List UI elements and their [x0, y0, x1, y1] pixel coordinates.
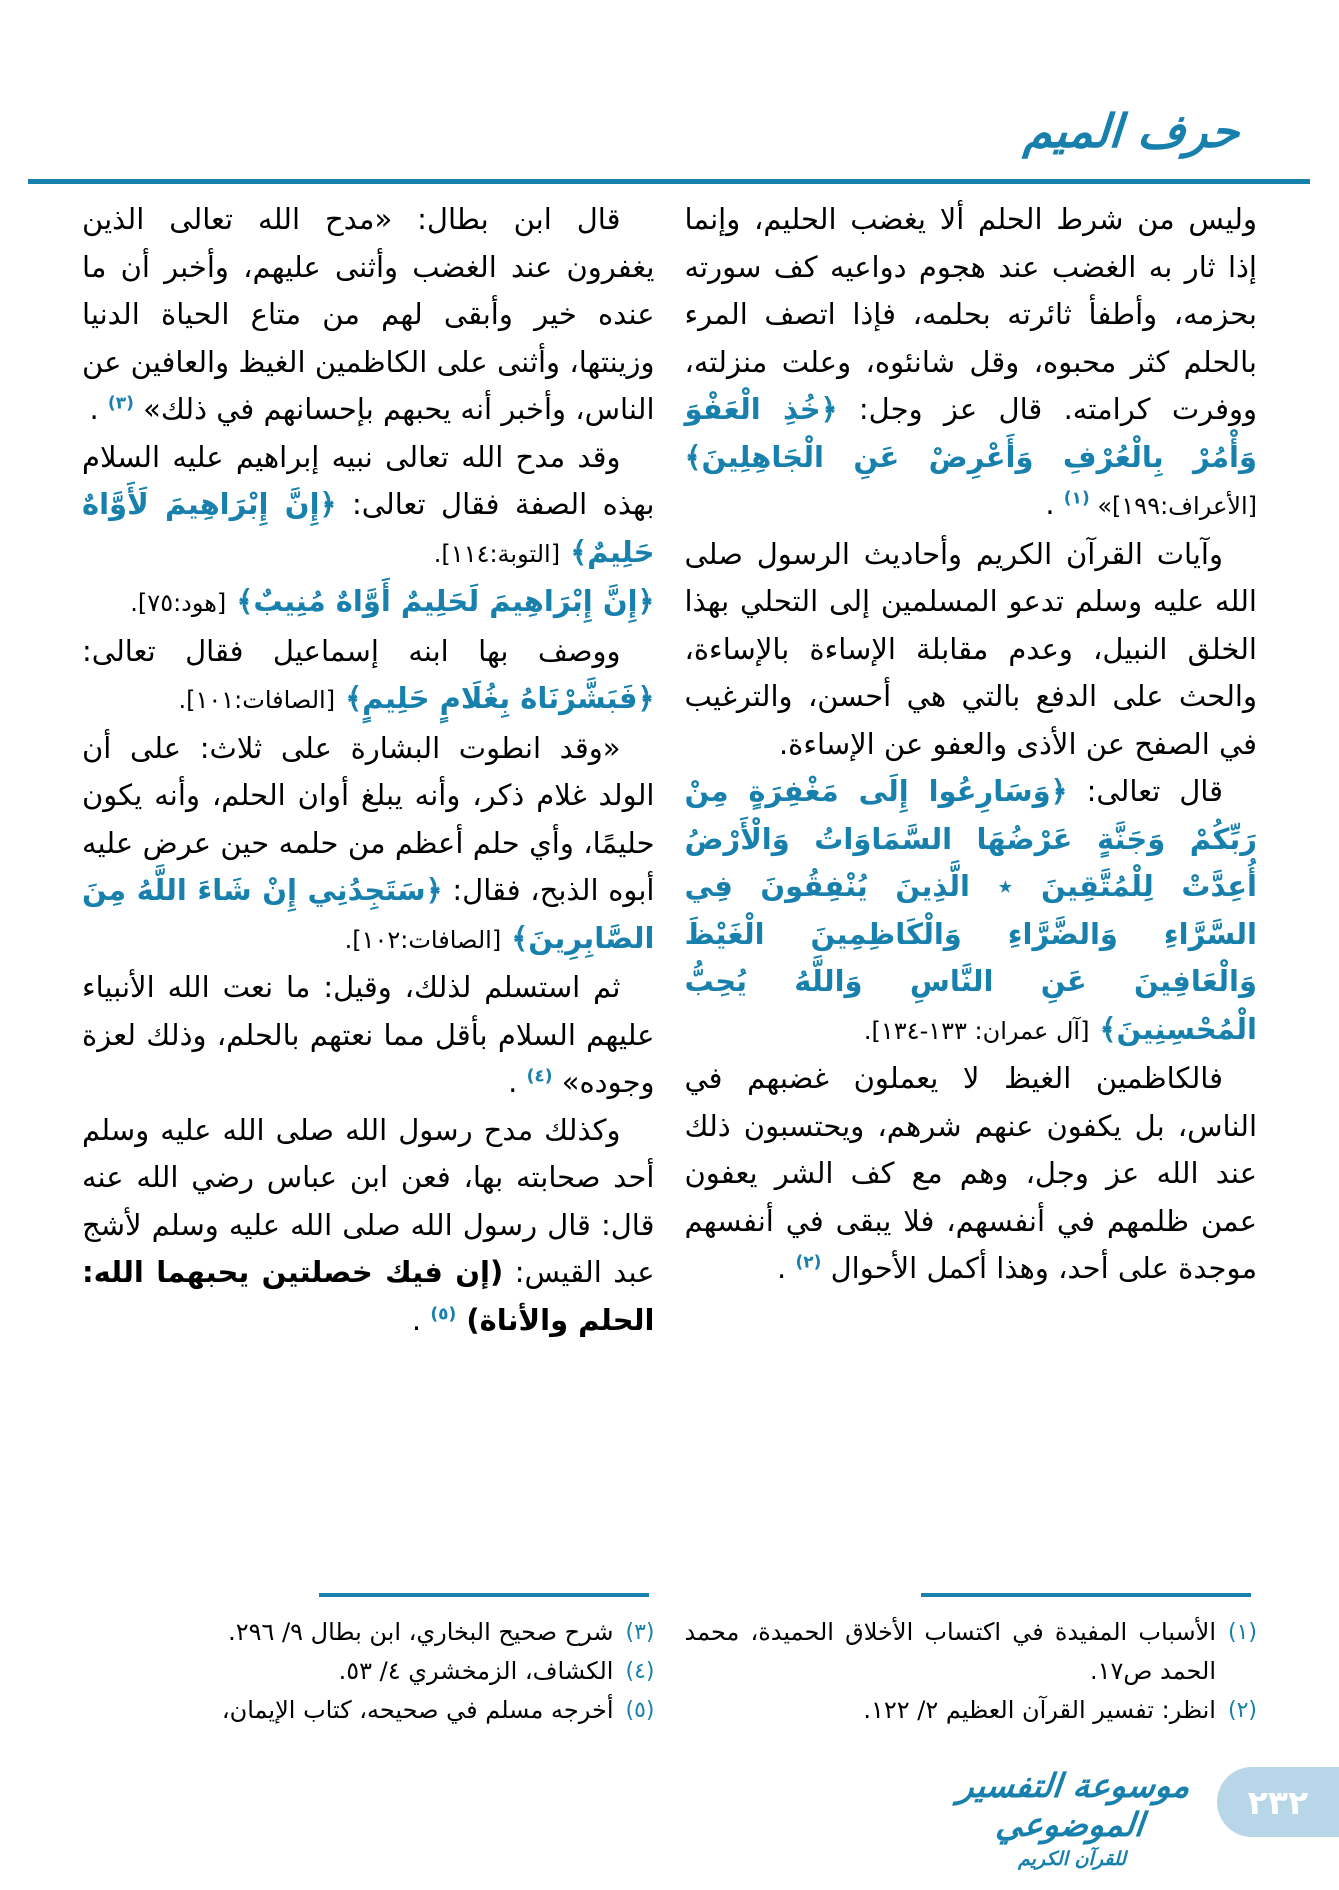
verse-reference: [التوبة:١١٤].	[433, 539, 561, 568]
footnote-text: الأسباب المفيدة في اكتساب الأخلاق الحميدة، محمد الحمد ص١٧.	[684, 1618, 1216, 1685]
paragraph	[82, 196, 655, 434]
column-left-text	[82, 196, 655, 1344]
paragraph	[685, 768, 1258, 1055]
paragraph	[685, 531, 1258, 769]
body-text: ووصف بها ابنه إسماعيل فقال تعالى:	[82, 633, 621, 668]
footnote-marker: (٤)	[526, 1066, 553, 1087]
body-text: فالكاظمين الغيظ لا يعملون غضبهم في الناس، بل يكفون عنهم شرهم، ويحتسبون ذلك عند الله عز وجل، وهم مع كف الشر يعفون عمن ظلمهم في أنفسهم، فلا يبقى في أنفسهم موجدة على أحد، وهذا أكمل الأحوال	[684, 1061, 1257, 1285]
paragraph	[82, 964, 655, 1107]
paragraph	[82, 578, 655, 628]
body-text: «وقد انطوت البشارة على ثلاث: على أن الولد غلام ذكر، وأنه يبلغ أوان الحلم، وأنه يكون حليمًا، وأي حلم أعظم من حلمه حين عرض عليه أبوه الذبح، فقال:	[82, 730, 655, 907]
footnote-number: (٢)	[1227, 1698, 1257, 1723]
paragraph	[685, 196, 1258, 531]
page-body	[82, 196, 1257, 1730]
footnote-marker: (٣)	[107, 393, 134, 414]
footnote-text: أخرجه مسلم في صحيحه، كتاب الإيمان،	[221, 1696, 614, 1724]
paragraph	[82, 434, 655, 579]
footnote	[685, 1613, 1258, 1691]
quran-verse: ﴿سَتَجِدُنِي إِنْ شَاءَ اللَّهُ مِنَ الصَّابِرِينَ﴾	[82, 873, 655, 955]
quran-verse: ﴿وَسَارِعُوا إِلَى مَغْفِرَةٍ مِنْ رَبِّكُمْ وَجَنَّةٍ عَرْضُهَا السَّمَاوَاتُ وَالْأَرْضُ أُعِدَّتْ لِلْمُتَّقِينَ ٭ الَّذِينَ يُنْفِقُونَ فِي السَّرَّاءِ وَالضَّرَّاءِ وَالْكَاظِمِينَ الْغَيْظَ وَالْعَافِينَ عَنِ النَّاسِ وَاللَّهُ يُحِبُّ الْمُحْسِنِينَ﴾	[684, 774, 1257, 1046]
body-text: وكذلك مدح رسول الله صلى الله عليه وسلم أحد صحابته بها، فعن ابن عباس رضي الله عنه قال: قال رسول الله صلى الله عليه وسلم لأشج عبد القيس:	[82, 1112, 655, 1289]
body-text: .	[1045, 487, 1064, 521]
paragraph	[82, 628, 655, 725]
body-text: قال تعالى:	[1067, 774, 1223, 808]
quran-verse: ﴿إِنَّ إِبْرَاهِيمَ لَأَوَّاهٌ حَلِيمٌ﴾	[82, 487, 655, 569]
footnote-marker: (١)	[1063, 488, 1090, 509]
footnote	[82, 1652, 655, 1691]
verse-reference: [الصافات:١٠١].	[178, 686, 336, 714]
body-text: .	[89, 392, 108, 426]
footnotes-block-right	[685, 1593, 1258, 1730]
quran-verse: ﴿فَبَشَّرْنَاهُ بِغُلَامٍ حَلِيمٍ﴾	[335, 681, 655, 715]
body-text: ثم استسلم لذلك، وقيل: ما نعت الله الأنبياء عليهم السلام بأقل مما نعتهم بالحلم، وذلك لعزة وجوده»	[82, 970, 655, 1099]
publisher-logo	[917, 1766, 1227, 1870]
body-text: .	[777, 1251, 796, 1285]
footnote-number: (١)	[1227, 1620, 1257, 1645]
footnotes-block-left	[82, 1593, 655, 1730]
footnote-divider	[319, 1593, 649, 1597]
paragraph	[82, 725, 655, 965]
quran-verse: ﴿خُذِ الْعَفْوَ وَأْمُرْ بِالْعُرْفِ وَأَعْرِضْ عَنِ الْجَاهِلِينَ﴾	[684, 392, 1257, 474]
body-text: وليس من شرط الحلم ألا يغضب الحليم، وإنما إذا ثار به الغضب عند هجوم دواعيه كف سورته بحزمه، وأطفأ ثائرته بحلمه، فإذا اتصف المرء بالحلم كثر محبوه، وقل شانئوه، وعلت منزلته، ووفرت كرامته. قال عز وجل:	[684, 202, 1257, 426]
header-divider	[28, 179, 1310, 184]
footnote-text: الكشاف، الزمخشري ٤/ ٥٣.	[338, 1657, 614, 1685]
page-number-badge	[1217, 1767, 1339, 1837]
paragraph	[82, 1107, 655, 1345]
body-text: .	[411, 1302, 431, 1337]
verse-reference: [آل عمران: ١٣٣-١٣٤].	[863, 1016, 1090, 1045]
footnote-text: انظر: تفسير القرآن العظيم ٢/ ١٢٢.	[863, 1696, 1216, 1724]
paragraph	[685, 1055, 1258, 1293]
section-header-calligraphy: حرف الميم	[1021, 104, 1241, 158]
verse-reference: [الصافات:١٠٢].	[344, 925, 502, 954]
logo-title: موسوعة التفسير الموضوعي	[956, 1766, 1192, 1844]
footnote-number: (٤)	[625, 1659, 655, 1684]
logo-subtitle: للقرآن الكريم	[1018, 1848, 1126, 1870]
body-text: وقد مدح الله تعالى نبيه إبراهيم عليه السلام بهذه الصفة فقال تعالى:	[82, 439, 655, 521]
footnote	[82, 1613, 655, 1652]
footnote	[685, 1691, 1258, 1730]
footnote-number: (٥)	[625, 1698, 655, 1723]
footnote-marker: (٥)	[430, 1303, 457, 1324]
column-right	[685, 196, 1258, 1730]
body-text: .	[508, 1065, 527, 1099]
footnote	[82, 1691, 655, 1730]
quran-verse: ﴿إِنَّ إِبْرَاهِيمَ لَحَلِيمٌ أَوَّاهٌ مُنِيبٌ﴾	[226, 584, 655, 618]
verse-reference: [هود:٧٥].	[130, 589, 227, 617]
footnote-list	[685, 1613, 1258, 1730]
column-right-text	[685, 196, 1258, 1293]
footnote-divider	[921, 1593, 1251, 1597]
hadith-text: (إن فيك خصلتين يحبهما الله: الحلم والأناة)	[82, 1255, 655, 1337]
verse-reference: [الأعراف:١٩٩]»	[1089, 492, 1257, 520]
footnote-list	[82, 1613, 655, 1730]
page-number: ٢٣٢	[1247, 1782, 1309, 1822]
body-text: وآيات القرآن الكريم وأحاديث الرسول صلى الله عليه وسلم تدعو المسلمين إلى التحلي بهذا الخلق النبيل، وعدم مقابلة الإساءة بالإساءة، والحث على الدفع بالتي هي أحسن، والترغيب في الصفح عن الأذى والعفو عن الإساءة.	[684, 536, 1257, 761]
column-left	[82, 196, 655, 1730]
footnote-marker: (٢)	[795, 1252, 822, 1273]
footnote-number: (٣)	[625, 1620, 655, 1645]
footnote-text: شرح صحيح البخاري، ابن بطال ٩/ ٢٩٦.	[228, 1618, 614, 1646]
body-text: قال ابن بطال: «مدح الله تعالى الذين يغفرون عند الغضب وأثنى عليهم، وأخبر أن ما عنده خير وأبقى لهم من متاع الحياة الدنيا وزينتها، وأثنى على الكاظمين الغيظ والعافين عن الناس، وأخبر أنه يحبهم بإحسانهم في ذلك»	[82, 202, 655, 426]
